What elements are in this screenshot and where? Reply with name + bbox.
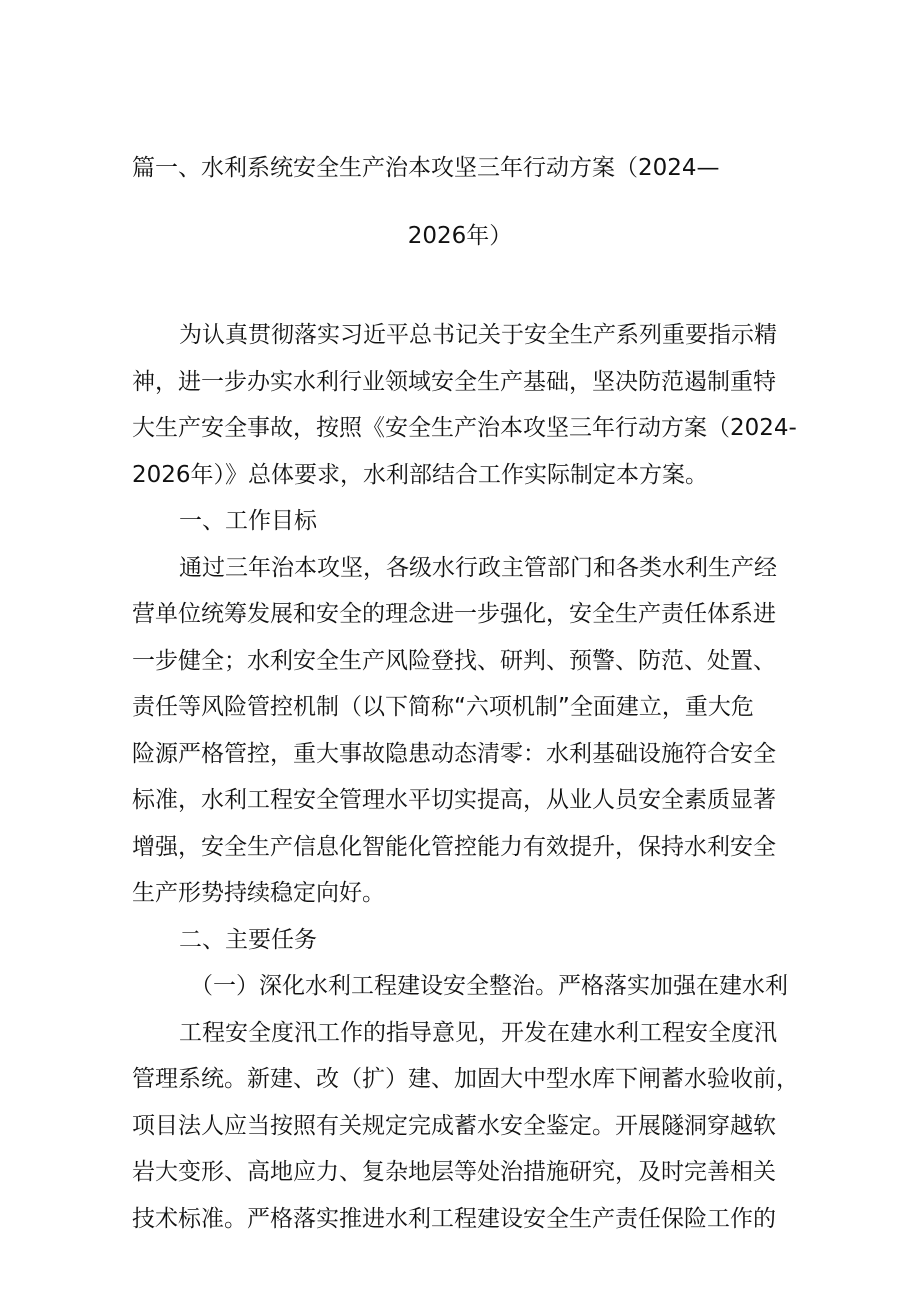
paragraph-line: 大生产安全事故，按照《安全生产治本攻坚三年行动方案（2024- (132, 415, 797, 441)
paragraph-line: 责任等风险管控机制（以下简称“六项机制”全面建立，重大危 (132, 694, 754, 720)
paragraph-line: 险源严格管控，重大事故隐患动态清零：水利基础设施符合安全 (132, 740, 776, 767)
paragraph-line: 项目法人应当按照有关规定完成蓄水安全鉴定。开展隧洞穿越软 (132, 1112, 776, 1139)
section-heading: 一、工作目标 (179, 508, 317, 534)
section-heading: 二、主要任务 (179, 926, 317, 953)
paragraph-line: 岩大变形、高地应力、复杂地层等处治措施研究，及时完善相关 (132, 1159, 776, 1185)
paragraph-line: 通过三年治本攻坚，各级水行政主管部门和各类水利生产经 (179, 554, 777, 581)
paragraph-line: 营单位统筹发展和安全的理念进一步强化，安全生产责任体系进 (132, 601, 776, 627)
paragraph-line: 增强，安全生产信息化智能化管控能力有效提升，保持水利安全 (132, 833, 776, 860)
paragraph-line: 标准，水利工程安全管理水平切实提高，从业人员安全素质显著 (132, 787, 776, 813)
document-body (132, 312, 797, 1242)
document-title-line-2: 2026年） (407, 223, 513, 249)
paragraph-line: 为认真贯彻落实习近平总书记关于安全生产系列重要指示精 (179, 322, 777, 348)
paragraph-line: 神，进一步办实水利行业领域安全生产基础，坚决防范遏制重特 (132, 368, 776, 395)
paragraph-line: 2026年）》总体要求，水利部结合工作实际制定本方案。 (132, 461, 709, 488)
paragraph-line: 工程安全度汛工作的指导意见，开发在建水利工程安全度汛 (179, 1019, 777, 1046)
paragraph-line: 一步健全；水利安全生产风险登找、研判、预警、防范、处置、 (132, 647, 776, 674)
document-title-line-1: 篇一、水利系统安全生产治本攻坚三年行动方案（2024— (132, 155, 720, 181)
paragraph-line: 技术标准。严格落实推进水利工程建设安全生产责任保险工作的 (132, 1205, 776, 1232)
paragraph-line: 管理系统。新建、改（扩）建、加固大中型水库下闸蓄水验收前， (132, 1066, 799, 1092)
paragraph-line: （一）深化水利工程建设安全整治。严格落实加强在建水利 (190, 973, 788, 999)
paragraph-line: 生产形势持续稳定向好。 (132, 880, 385, 906)
